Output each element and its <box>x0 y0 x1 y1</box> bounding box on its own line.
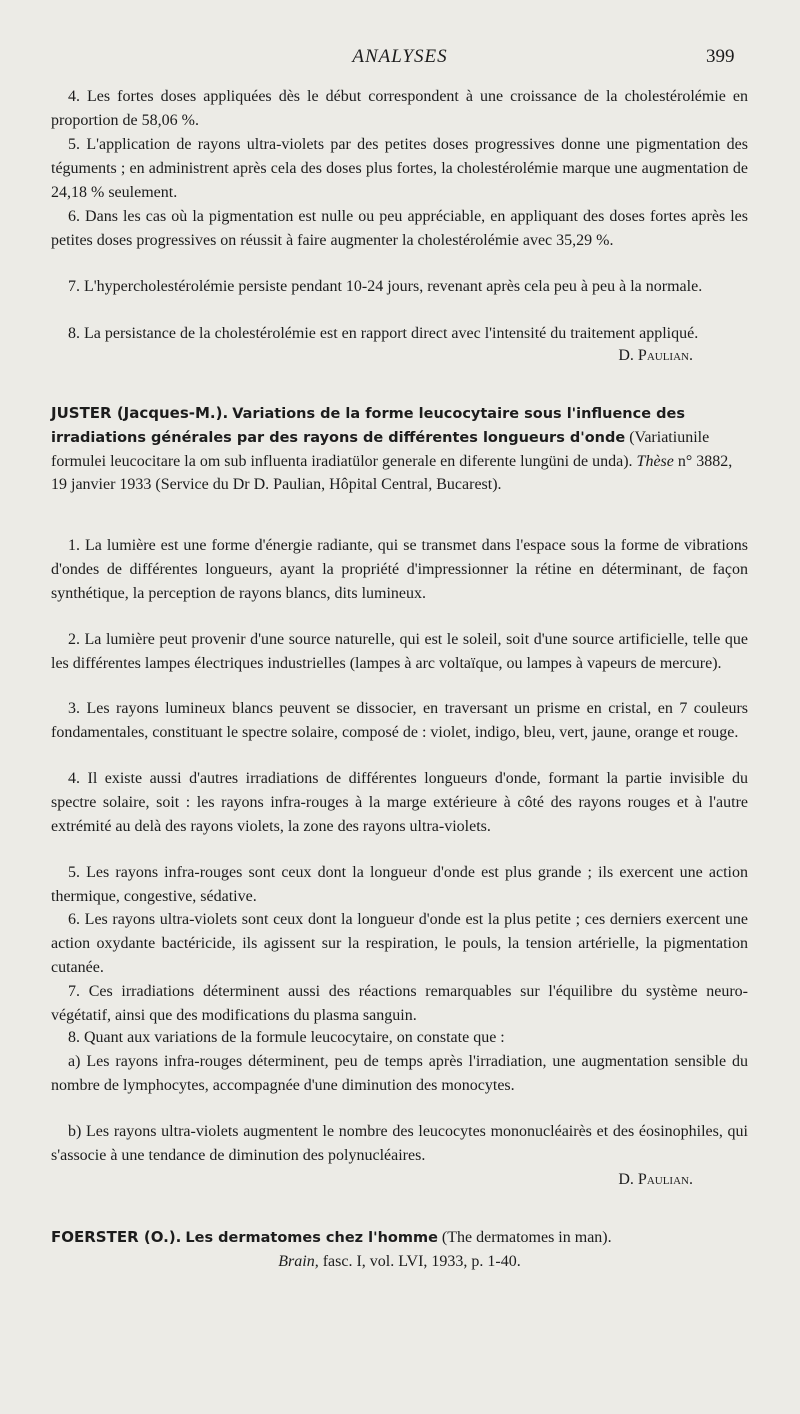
entry2-these-details: n° 3882, 19 janvier 1933 (Service du Dr D. Paulian, Hôpital Central, Bucarest). <box>51 453 733 493</box>
entry1-paragraph-5: 5. L'application de rayons ultra-violets par des petites doses progressives donne une pigmentation des téguments ; en administrent après cela des doses plus fortes, la cholestérolémie marque une augmentation de 24,18 % seulement. <box>51 136 748 201</box>
page-number: 399 <box>706 46 735 67</box>
entry2-signature: D. Paulian. <box>618 1171 693 1188</box>
entry1-paragraph-8: 8. La persistance de la cholestérolémie est en rapport direct avec l'intensité du traitement appliqué. <box>68 325 699 342</box>
entry1-paragraph-7: 7. L'hypercholestérolémie persiste pendant 10-24 jours, revenant après cela peu à peu à la normale. <box>68 278 703 295</box>
entry2-title: Variations de la forme leucocytaire sous l'influence des irradiations générales par des rayons de différentes longueurs d'onde <box>51 406 685 446</box>
entry2-paragraph-b: b) Les rayons ultra-violets augmentent le nombre des leucocytes mononucléairès et des éosinophiles, qui s'associe à une tendance de diminution des polynucléaires. <box>51 1123 748 1164</box>
entry2-paragraph-8: 8. Quant aux variations de la formule leucocytaire, on constate que : <box>68 1029 505 1046</box>
entry3-translation: (The dermatomes in man). <box>441 1229 612 1246</box>
entry1-paragraph-4: 4. Les fortes doses appliquées dès le début correspondent à une croissance de la cholestérolémie en proportion de 58,06 %. <box>51 88 748 129</box>
entry3-citation-details: fasc. I, vol. LVI, 1933, p. 1-40. <box>322 1253 521 1270</box>
entry2-paragraph-1: 1. La lumière est une forme d'énergie radiante, qui se transmet dans l'espace sous la forme de vibrations d'ondes de différentes longueurs, ayant la propriété d'impressionner la rétine en déterminant, de façon synthétique, la perception de rayons blancs, dits lumineux. <box>51 537 748 602</box>
entry2-paragraph-7: 7. Ces irradiations déterminent aussi des réactions remarquables sur l'équilibre du système neuro-végétatif, ainsi que des modifications du plasma sanguin. <box>51 983 748 1024</box>
entry2-paragraph-5: 5. Les rayons infra-rouges sont ceux dont la longueur d'onde est plus grande ; ils exercent une action thermique, congestive, sédative. <box>51 864 748 905</box>
entry2-author: JUSTER (Jacques-M.). <box>51 404 229 422</box>
entry2-heading <box>51 402 748 496</box>
entry3-title: Les dermatomes chez l'homme <box>185 1230 438 1246</box>
entry1-paragraph-6: 6. Dans les cas où la pigmentation est nulle ou peu appréciable, en appliquant des doses fortes après les petites doses progressives on réussit à faire augmenter la cholestérolémie avec 35,29 %. <box>51 208 748 249</box>
entry3-citation <box>51 1250 748 1274</box>
running-header-title: ANALYSES <box>352 46 448 67</box>
entry2-these-label: Thèse <box>636 453 674 470</box>
entry3-heading <box>51 1226 748 1250</box>
entry2-paragraph-6: 6. Les rayons ultra-violets sont ceux dont la longueur d'onde est la plus petite ; ces derniers exercent une action oxydante bactéricide, ils agissent sur la respiration, le pouls, la tension artérielle, la pigmentation cutanée. <box>51 911 748 976</box>
entry2-translation: (Variatiunile formulei leucocitare la om sub influenta iradiatülor generale en diferente lungüni de unda). <box>51 429 710 470</box>
entry2-paragraph-2: 2. La lumière peut provenir d'une source naturelle, qui est le soleil, soit d'une source artificielle, telle que les différentes lampes électriques industrielles (lampes à arc voltaïque, ou lampes à vapeurs de mercure). <box>51 631 748 672</box>
entry3-journal: Brain, <box>278 1253 319 1270</box>
entry2-paragraph-3: 3. Les rayons lumineux blancs peuvent se dissocier, en traversant un prisme en cristal, en 7 couleurs fondamentales, constituant le spectre solaire, composé de : violet, indigo, bleu, vert, jaune, orange et rouge. <box>51 700 748 741</box>
entry2-paragraph-a: a) Les rayons infra-rouges déterminent, peu de temps après l'irradiation, une augmentation sensible du nombre de lymphocytes, accompagnée d'une diminution des monocytes. <box>51 1053 748 1094</box>
entry3-author: FOERSTER (O.). <box>51 1228 182 1246</box>
entry2-paragraph-4: 4. Il existe aussi d'autres irradiations de différentes longueurs d'onde, formant la partie invisible du spectre solaire, soit : les rayons infra-rouges à la marge extérieure à côté des rayons rouges et à l'autre extrémité au delà des rayons violets, la zone des rayons ultra-violets. <box>51 770 748 835</box>
entry1-signature: D. Paulian. <box>618 347 693 364</box>
